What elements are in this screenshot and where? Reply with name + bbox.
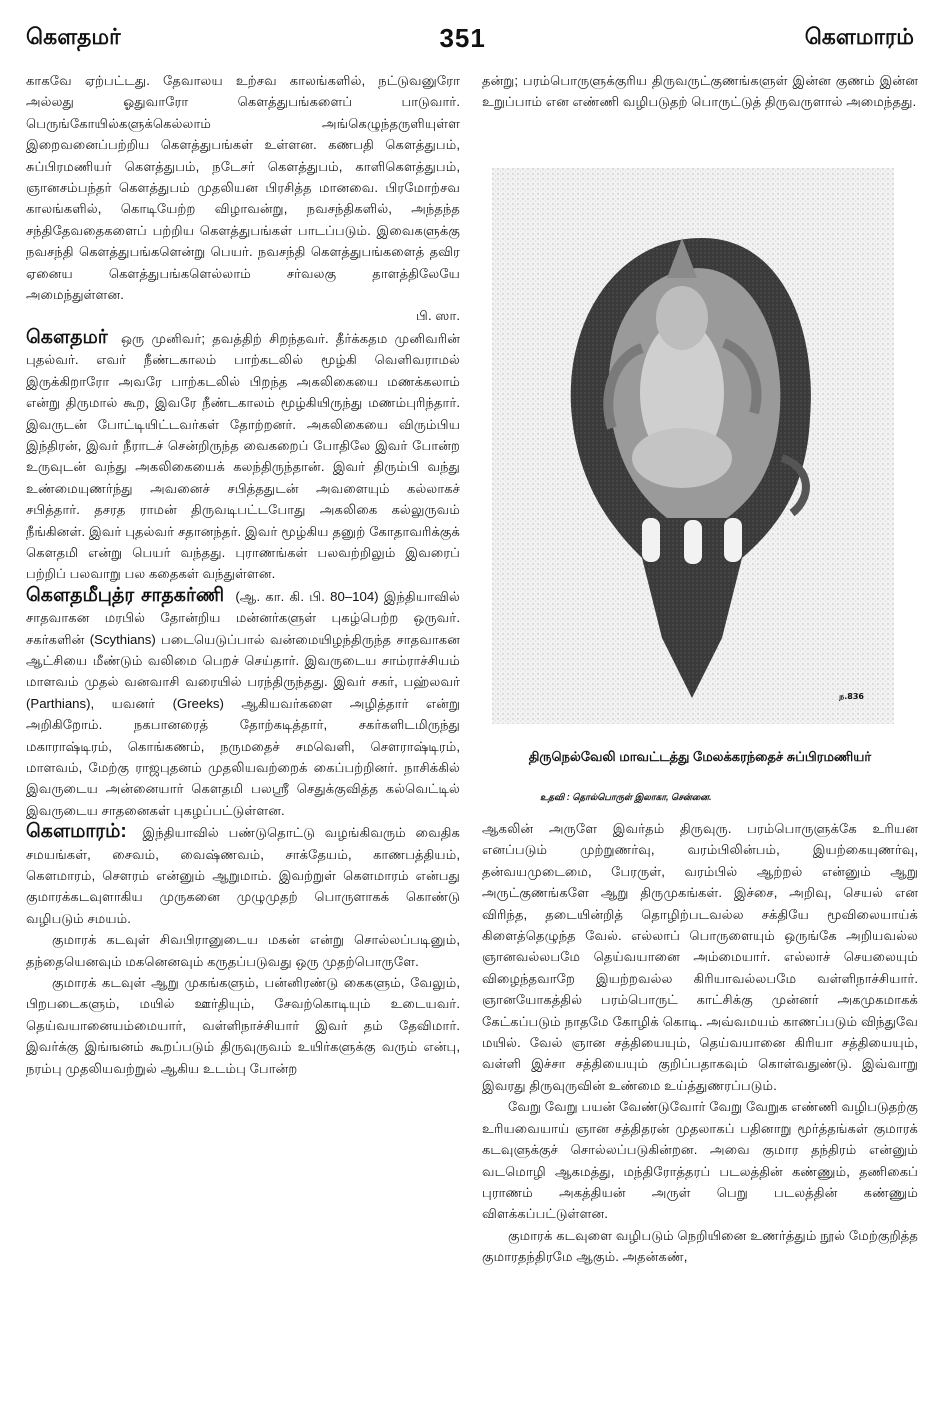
entry-gautamiputra (26, 585, 460, 821)
subramanya-sculpture-photo (492, 168, 894, 724)
entry-headword-gautama: கௌதமர் (26, 326, 108, 348)
header-right-title: கௌமாரம் (804, 23, 914, 49)
author-signature: பி. ஸா. (415, 308, 460, 324)
continuation-text: காகவே ஏற்பட்டது. தேவாலய உற்சவ காலங்களில், நட்டுவனுரோ அல்லது ஓதுவாரோ கௌத்துபங்களைப் பாடுவார். பெருங்கோயில்களுக்கெல்லாம் அங்கெழுந்தருளியுள்ள இறைவனைப்பற்றிய கௌத்துபங்கள் உள்ளன. கணபதி கௌத்துபம், சுப்பிரமணியர் கௌத்துபம், நடேசர் கௌத்துபம், காளிகௌத்துபம், ஞானசம்பந்தர் கௌத்துபம் முதலியன பிரசித்த மானவை. பிரமோற்சவ காலங்களில், கொடியேற்ற விழாவன்று, நவசந்திகளில், அந்தந்த சந்திதேவதைகளைப் பற்றிய கௌத்துபங்கள் பாடப்படும். இவைகளுக்கு நவசந்தி கௌத்துபங்களென்று பெயர். நவசந்தி கௌத்துபங்களைத் தவிர ஏனைய கௌத்துபங்களெல்லாம் சர்வலகு தாளத்திலேயே அமைந்துள்ளன. (26, 73, 460, 303)
figure-caption: திருநெல்வேலி மாவட்டத்து மேலக்கரந்தைச் சுப்பிரமணியர் (528, 749, 872, 764)
figure-credit: உதவி : தொல்பொருள் இலாகா, சென்னை. (540, 792, 712, 802)
right-top-text: தன்று; பரம்பொருளுக்குரிய திருவருட்குணங்களுள் இன்ன குணம் இன்ன உறுப்பாம் என எண்ணி வழிபடுதற் பொருட்டுத் திருவருளால் அமைந்தது. (482, 73, 918, 110)
right-column-top (482, 70, 918, 113)
entry-headword-kaumaram: கௌமாரம்: (26, 821, 127, 843)
entry-body-kaumaram-p2: குமாரக் கடவுள் சிவபிரானுடைய மகன் என்று சொல்லப்படினும், தந்தையெனவும் மகனெனவும் கருதப்படுவது ஒரு முதற்பொருளே. (26, 932, 460, 969)
sculpture-illustration (492, 168, 894, 724)
entry-body-kaumaram-p3: குமாரக் கடவுள் ஆறு முகங்களும், பன்னிரண்டு கைகளும், வேலும், பிறபடைகளும், மயில் ஊர்தியும், சேவற்கொடியும் உடையவர். தெய்வயானையம்மையார், வள்ளிநாச்சியார் இவர் தம் தேவிமார். இவர்க்கு இங்ஙனம் கூறப்படும் திருவுருவம் உயிர்களுக்கு வரும் என்பு, நரம்பு முதலியவற்றுல் ஆகிய உடம்பு போன்ற (26, 975, 460, 1076)
right-column-body (482, 818, 918, 1268)
entry-gautama (26, 327, 460, 585)
entry-body-gautamiputra: (ஆ. கா. கி. பி. 80–104) இந்தியாவில் சாதவாகன மரபில் தோன்றிய மன்னர்களுள் புகழ்பெற்ற ஒருவர். சகர்களின் (Scythians) படையெடுப்பால் வன்மையிழந்திருந்த சாதவாகன ஆட்சியை மீண்டும் வலிமை பெறச் செய்தார். இவருடைய சாம்ராச்சியம் மாளவம் முதல் வனவாசி வரையில் பரந்திருந்தது. இவர் சகர், பஹ்லவர் (Parthians), யவனர் (Greeks) ஆகியவர்களை அழித்தார் என்று அறிகிறோம். நகபானரைத் தோற்கடித்தார், சகர்களிடமிருந்து மகாராஷ்டிரம், கொங்கணம், நருமதைச் சமவெளி, சௌராஷ்டிரம், மாளவம், மேற்கு ராஜபுதனம் முதலியவற்றைக் கைப்பற்றினர். நாசிக்கில் இவருடைய அன்னையார் கௌதமி பலஸ்ரீ செதுக்குவித்த கல்வெட்டில் இவருடைய சாதனைகள் புகழப்பட்டுள்ளன. (26, 588, 461, 818)
header-left-title: கௌதமர் (26, 23, 121, 49)
right-body-p2: வேறு வேறு பயன் வேண்டுவோர் வேறு வேறுக எண்ணி வழிபடுதற்கு உரியவையாய் ஞான சத்திதரன் முதலாகப் பதினாறு மூர்த்தங்கள் குமாரக் கடவுளுக்குச் சொல்லப்படுகின்றன. அவை குமார தந்திரம் என்னும் வடமொழி ஆகமத்து, மந்திரோத்தரப் படலத்தின் கண்ணும், தணிகைப் புராணம் அகத்தியன் அருள் பெறு படலத்தின் கண்ணும் விளக்கப்பட்டுள்ளன. (482, 1099, 918, 1222)
entry-headword-gautamiputra: கௌதமீபுத்ர சாதகர்ணி (26, 584, 225, 606)
entry-body-gautama: ஒரு முனிவர்; தவத்திற் சிறந்தவர். தீர்க்கதம முனிவரின் புதல்வர். எவர் நீண்டகாலம் பாற்கடலில் மூழ்கி வெளிவராமல் இருக்கிறாரோ அவரே பாற்கடலில் பிறந்த அகலிகையை மணக்கலாம் என்று திருமால் கூற, இவரே நீண்டகாலம் மூழ்கியிருந்து மணம்புரிந்தார். இவருடன் போட்டியிட்டவர்கள் தோற்றனர். அகலிகையை விரும்பிய இந்திரன், இவர் நீராடச் சென்றிருந்த வைகறைப் போதிலே இவர் போன்ற உருவுடன் வந்து அகலிகையைக் கலந்திருந்தான். இவர் திரும்பி வந்து உண்மையுணர்ந்து அவனைச் சபித்ததுடன் அவளையும் கல்லாகச் சபித்தார். தசரத ராமன் திருவடிபட்டபோது அகலிகை கல்லுருவம் நீங்கினள். இவர் புதல்வர் சதானந்தர். இவர் மூழ்கிய தனுற் கோதாவரிக்குக் கௌதமி என்று பெயர் வந்தது. புராணங்கள் பலவற்றிலும் இவரைப் பற்றிப் பலவாறு பல கதைகள் வந்துள்ளன. (26, 330, 460, 582)
entry-kaumaram (26, 821, 460, 929)
left-column (26, 70, 460, 1079)
page-header (26, 18, 914, 58)
right-body-p3: குமாரக் கடவுளை வழிபடும் நெறியினை உணர்த்தும் நூல் மேற்குறித்த குமாரதந்திரமே ஆகும். அதன்கண், (482, 1227, 918, 1265)
page-number: 351 (439, 22, 486, 53)
entry-body-kaumaram-p1: இந்தியாவில் பண்டுதொட்டு வழங்கிவரும் வைதிக சமயங்கள், சைவம், வைஷ்ணவம், சாக்தேயம், காணபத்தியம், கௌமாரம், சௌரம் என்னும் ஆறுமாம். இவற்றுள் கௌமாரம் என்பது குமாரக்கடவுளாகிய முருகனை முழுமுதற் பொருளாகக் கொண்டு வழிபடும் சமயம். (26, 825, 460, 926)
right-body-p1: ஆகலின் அருளே இவர்தம் திருவுரு. பரம்பொருளுக்கே உரியன எனப்படும் முற்றுணர்வு, வரம்பிலின்பம், இயற்கையுணர்வு, தன்வயமுடைமை, பேரருள், வரம்பில் ஆற்றல் என்னும் ஆறு அருட்குணங்களே ஆறு திருமுகங்கள். இச்சை, அறிவு, செயல் என விரிந்த, தடையின்றித் தொழிற்படவல்ல சக்தியே மூவிலையாய்க் கிளைத்தெழுந்த வேல். எல்லாப் பொருளையும் ஒருங்கே அறியவல்ல ஞானவல்லபமே தெய்வயானை அம்மையார். எல்லாச் செயலையும் விழைந்தவாறே இயற்றவல்ல கிரியாவல்லபமே வள்ளிநாச்சியார். ஞானயோகத்தில் பரம்பொருட் காட்சிக்கு முன்னர் அகமுகமாகக் கேட்கப்படும் நாதமே கோழிக் கொடி. அவ்வமயம் காணப்படும் விந்துவே மயில். வேல் ஞான சத்தியையும், தெய்வயானை கிரியா சத்தியையும், வள்ளி இச்சா சத்தியையும் குறிப்பதாகவும் கொள்வதுண்டு. இவ்வாறு இவரது திருவுருவின் உண்மை உய்த்துணரப்படும். (482, 821, 918, 1093)
figure-reference-tag: ந.836 (839, 692, 864, 701)
